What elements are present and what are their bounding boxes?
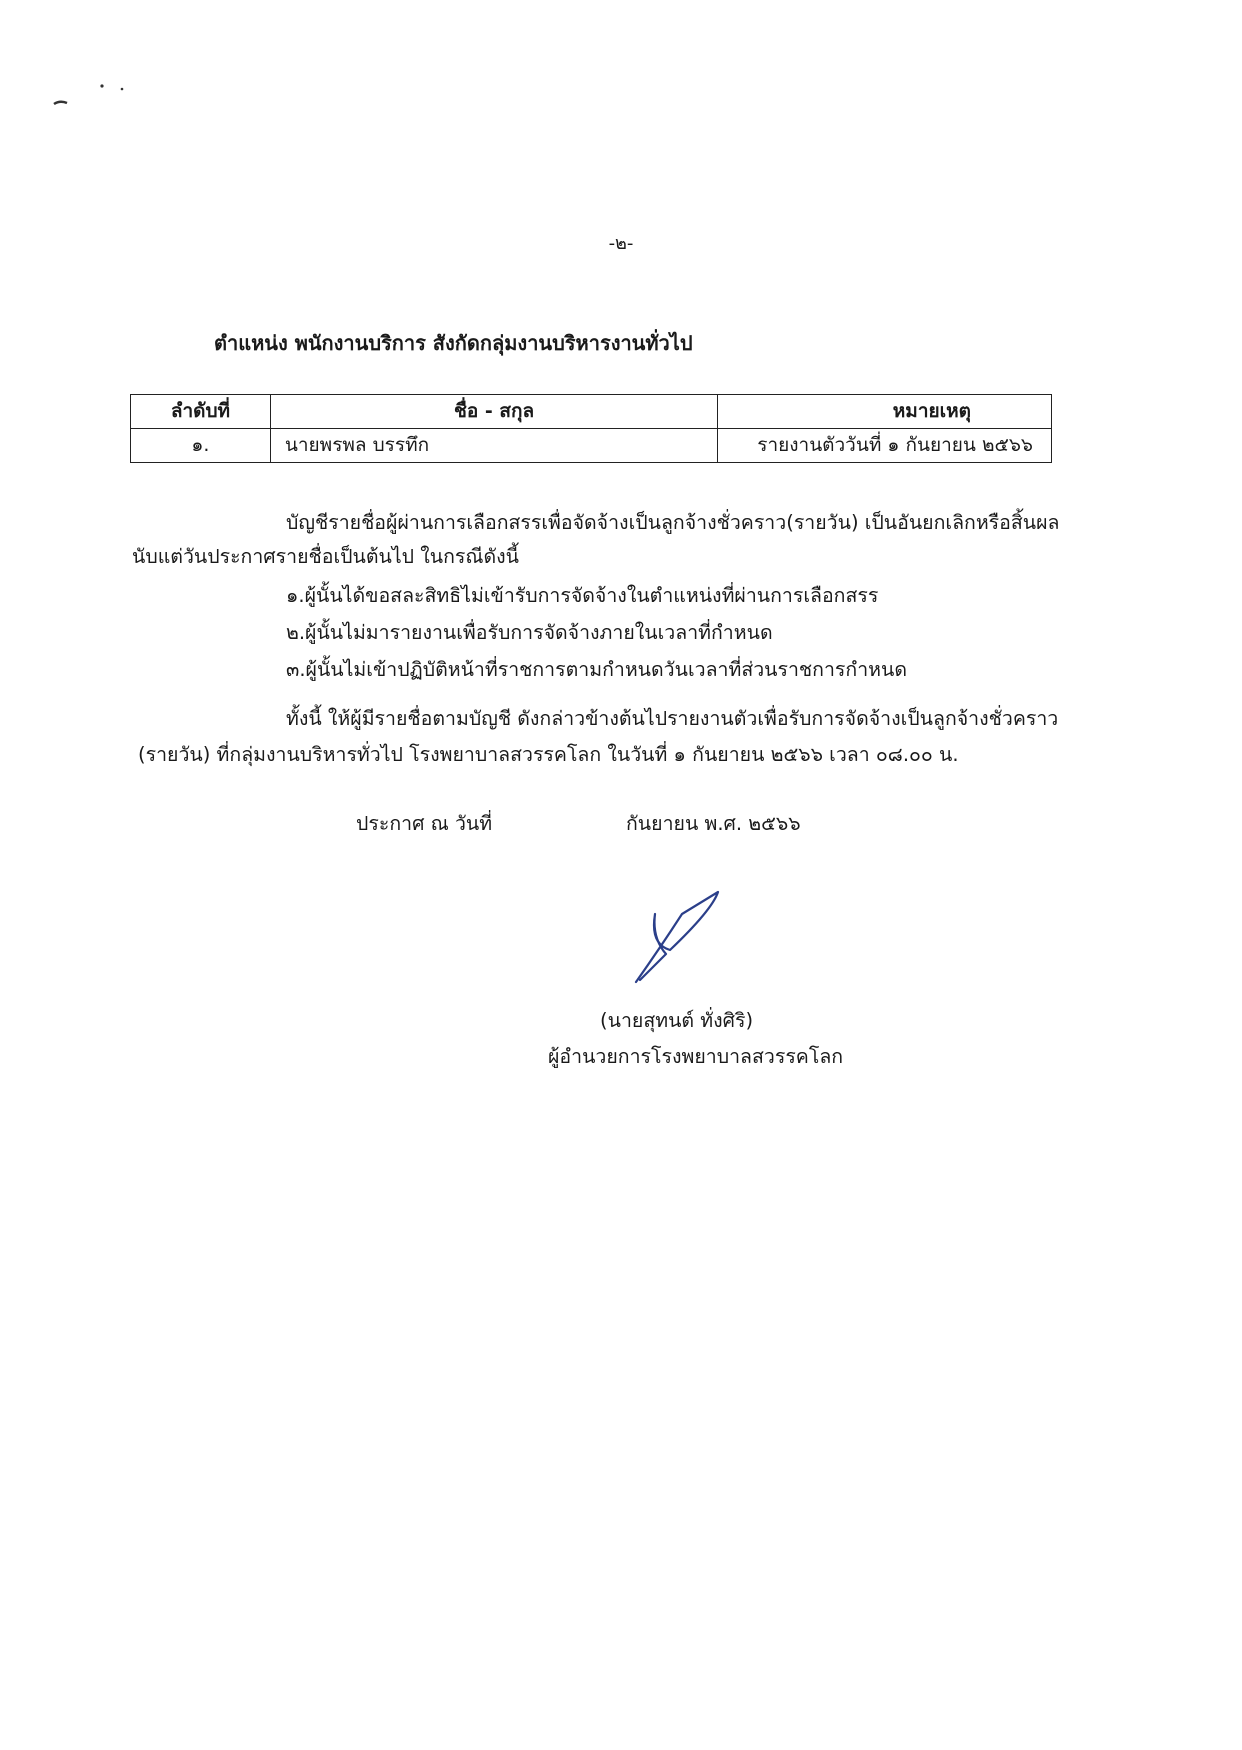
- signatory-name: (นายสุทนต์ ทั่งศิริ): [600, 1009, 754, 1032]
- condition-item-3: ๓.ผู้นั้นไม่เข้าปฏิบัติหน้าที่ราชการตามกำหนดวันเวลาที่ส่วนราชการกำหนด: [286, 658, 908, 681]
- scan-speck-marks: [40, 70, 140, 120]
- table-header-row: [131, 395, 1052, 429]
- table-row: [131, 429, 1052, 463]
- cell-remark: รายงานตัววันที่ ๑ กันยายน ๒๕๖๖: [718, 429, 1052, 463]
- column-header-name: ชื่อ - สกุล: [270, 395, 717, 429]
- selected-candidates-table: [130, 394, 1052, 463]
- condition-item-2: ๒.ผู้นั้นไม่มารายงานเพื่อรับการจัดจ้างภายในเวลาที่กำหนด: [286, 621, 773, 644]
- cell-name: นายพรพล บรรทึก: [270, 429, 717, 463]
- page-number: -๒-: [608, 233, 634, 254]
- position-heading: ตำแหน่ง พนักงานบริการ สังกัดกลุ่มงานบริหารงานทั่วไป: [214, 331, 693, 355]
- paragraph-2-line-2: (รายวัน) ที่กลุ่มงานบริหารทั่วไป โรงพยาบาลสวรรคโลก ในวันที่ ๑ กันยายน ๒๕๖๖ เวลา ๐๘.๐๐ น.: [138, 743, 959, 766]
- paragraph-1-line-1: บัญชีรายชื่อผู้ผ่านการเลือกสรรเพื่อจัดจ้างเป็นลูกจ้างชั่วคราว(รายวัน) เป็นอันยกเลิกหรือสิ้นผล: [286, 511, 1060, 534]
- condition-item-1: ๑.ผู้นั้นได้ขอสละสิทธิไม่เข้ารับการจัดจ้างในตำแหน่งที่ผ่านการเลือกสรร: [286, 584, 879, 607]
- column-header-remark: หมายเหตุ: [718, 395, 1052, 429]
- column-header-order: ลำดับที่: [131, 395, 271, 429]
- announcement-label: ประกาศ ณ วันที่: [356, 812, 493, 835]
- paragraph-1-line-2: นับแต่วันประกาศรายชื่อเป็นต้นไป ในกรณีดังนี้: [132, 545, 519, 568]
- paragraph-2-line-1: ทั้งนี้ ให้ผู้มีรายชื่อตามบัญชี ดังกล่าวข้างต้นไปรายงานตัวเพื่อรับการจัดจ้างเป็นลูกจ้างชั่วคราว: [286, 707, 1059, 730]
- announcement-date: กันยายน พ.ศ. ๒๕๖๖: [626, 812, 801, 835]
- cell-order: ๑.: [131, 429, 271, 463]
- signatory-title: ผู้อำนวยการโรงพยาบาลสวรรคโลก: [548, 1045, 844, 1068]
- director-signature: [630, 888, 740, 988]
